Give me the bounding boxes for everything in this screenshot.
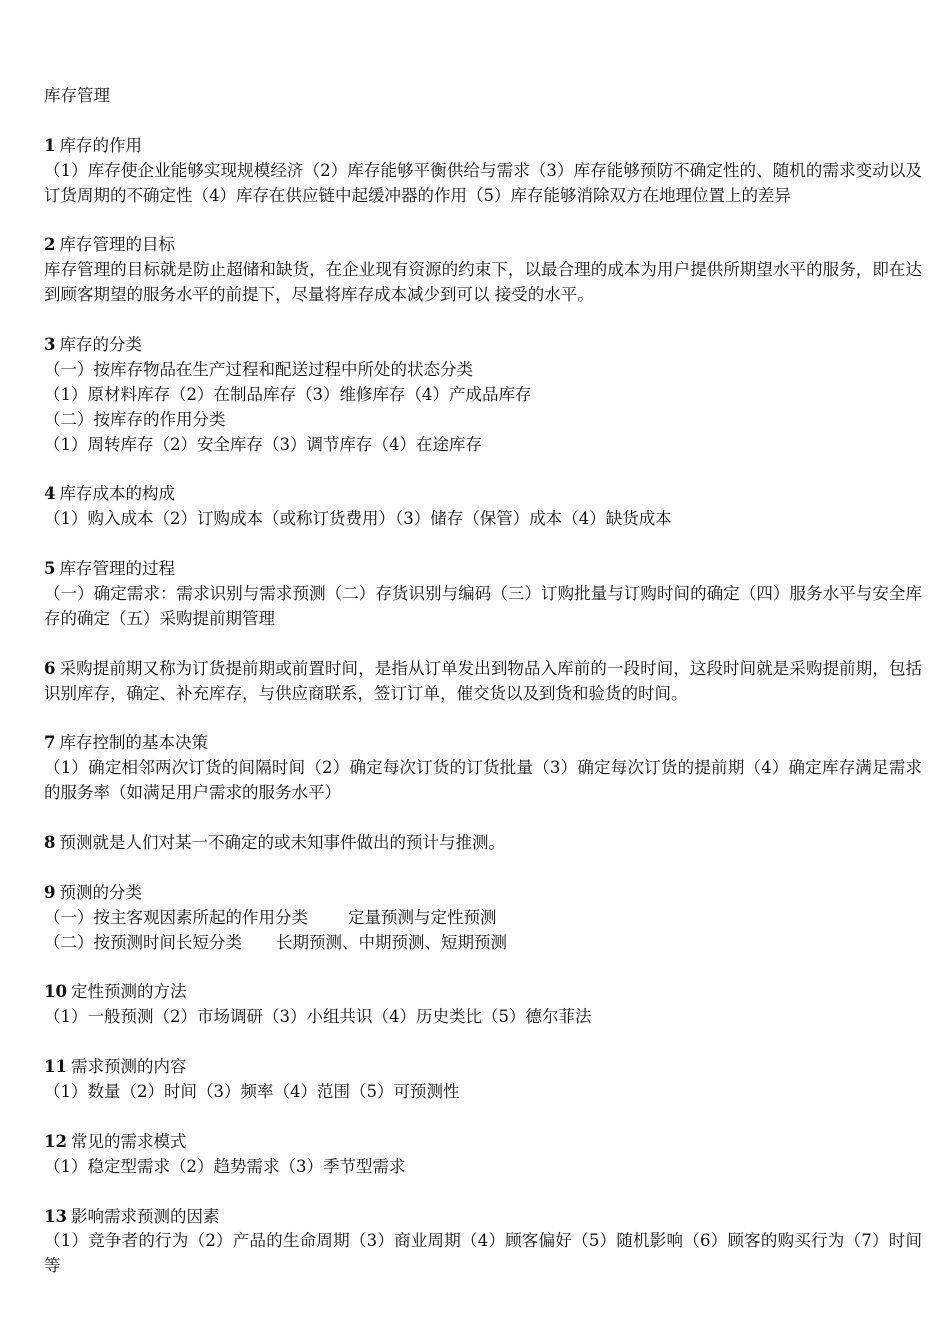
section-heading	[44, 980, 922, 1005]
section-body: （1）一般预测（2）市场调研（3）小组共识（4）历史类比（5）德尔菲法	[44, 1007, 592, 1027]
section-number: 10	[44, 982, 67, 1002]
section-2	[44, 233, 922, 308]
section-7	[44, 731, 922, 806]
document-page	[44, 84, 922, 1304]
classification-value: 长期预测、中期预测、短期预测	[276, 932, 507, 952]
section-line: （一）按库存物品在生产过程和配送过程中所处的状态分类	[44, 359, 473, 379]
section-number: 2	[44, 235, 56, 255]
section-body: 库存管理的目标就是防止超储和缺货，在企业现有资源的约束下，以最合理的成本为用户提供所期望水平的服务，即在达到顾客期望的服务水平的前提下，尽量将库存成本减少到可以 接受的水平。	[44, 260, 922, 305]
section-body: （1）数量（2）时间（3）频率（4）范围（5）可预测性	[44, 1082, 460, 1102]
classification-value: 定量预测与定性预测	[348, 907, 497, 927]
section-number: 11	[44, 1057, 67, 1077]
section-body: （1）稳定型需求（2）趋势需求（3）季节型需求	[44, 1156, 406, 1176]
section-title: 库存管理的过程	[59, 559, 175, 579]
section-heading	[44, 731, 922, 756]
section-heading	[44, 881, 922, 906]
section-13	[44, 1205, 922, 1280]
section-number: 13	[44, 1206, 67, 1226]
document-title: 库存管理	[44, 86, 110, 105]
section-heading	[44, 1205, 922, 1230]
section-line: （1）原材料库存（2）在制品库存（3）维修库存（4）产成品库存	[44, 384, 532, 404]
section-number: 3	[44, 335, 56, 355]
section-number: 9	[44, 882, 56, 902]
section-body: （1）库存使企业能够实现规模经济（2）库存能够平衡供给与需求（3）库存能够预防不确定性的、随机的需求变动以及订货周期的不确定性（4）库存在供应链中起缓冲器的作用（5）库存能够消除双方在地理位置上的差异	[44, 160, 922, 205]
section-line: （二）按库存的作用分类	[44, 409, 226, 429]
section-8	[44, 831, 922, 856]
section-heading	[44, 1055, 922, 1080]
section-number: 7	[44, 733, 56, 753]
section-title: 库存控制的基本决策	[59, 733, 208, 753]
section-text: 采购提前期又称为订货提前期或前置时间，是指从订单发出到物品入库前的一段时间，这段时间就是采购提前期，包括识别库存，确定、补充库存，与供应商联系，签订订单，催交货以及到货和验货的时间。	[44, 658, 922, 703]
section-heading	[44, 333, 922, 358]
section-number: 5	[44, 559, 56, 579]
section-title: 需求预测的内容	[70, 1057, 187, 1077]
section-title: 预测的分类	[59, 882, 142, 902]
section-title: 库存成本的构成	[59, 484, 175, 504]
section-body: （1）确定相邻两次订货的间隔时间（2）确定每次订货的订货批量（3）确定每次订货的提前期（4）确定库存满足需求的服务率（如满足用户需求的服务水平）	[44, 758, 922, 803]
section-title: 库存的分类	[59, 335, 142, 355]
section-number: 8	[44, 833, 56, 853]
section-title: 影响需求预测的因素	[70, 1206, 220, 1226]
section-number: 1	[44, 135, 56, 155]
section-body: （1）购入成本（2）订购成本（或称订货费用）（3）储存（保管）成本（4）缺货成本	[44, 509, 672, 529]
classification-label: （一）按主客观因素所起的作用分类	[44, 907, 308, 927]
classification-row	[44, 931, 922, 956]
section-3	[44, 333, 922, 458]
section-number: 4	[44, 484, 56, 504]
section-heading	[44, 557, 922, 582]
section-1	[44, 134, 922, 209]
section-body: （一）确定需求：需求识别与需求预测（二）存货识别与编码（三）订购批量与订购时间的确定（四）服务水平与安全库存的确定（五）采购提前期管理	[44, 584, 922, 628]
section-paragraph	[44, 657, 922, 707]
section-12	[44, 1130, 922, 1180]
section-5	[44, 557, 922, 632]
section-title: 库存的作用	[59, 135, 142, 155]
section-11	[44, 1055, 922, 1105]
section-heading	[44, 1130, 922, 1155]
section-title: 定性预测的方法	[70, 982, 187, 1002]
section-4	[44, 482, 922, 532]
section-10	[44, 980, 922, 1030]
classification-label: （二）按预测时间长短分类	[44, 932, 242, 952]
section-heading	[44, 482, 922, 507]
section-9	[44, 881, 922, 956]
section-6	[44, 657, 922, 707]
section-title: 常见的需求模式	[70, 1131, 187, 1151]
section-text: 预测就是人们对某一不确定的或未知事件做出的预计与推测。	[59, 833, 505, 853]
section-paragraph	[44, 831, 922, 856]
section-title: 库存管理的目标	[59, 235, 175, 255]
section-line: （1）周转库存（2）安全库存（3）调节库存（4）在途库存	[44, 434, 482, 454]
classification-row	[44, 906, 922, 931]
section-body: （1）竞争者的行为（2）产品的生命周期（3）商业周期（4）顾客偏好（5）随机影响（6）顾客的购买行为（7）时间等	[44, 1231, 922, 1276]
section-heading	[44, 134, 922, 159]
section-number: 6	[44, 658, 56, 678]
section-number: 12	[44, 1131, 67, 1151]
section-heading	[44, 233, 922, 258]
